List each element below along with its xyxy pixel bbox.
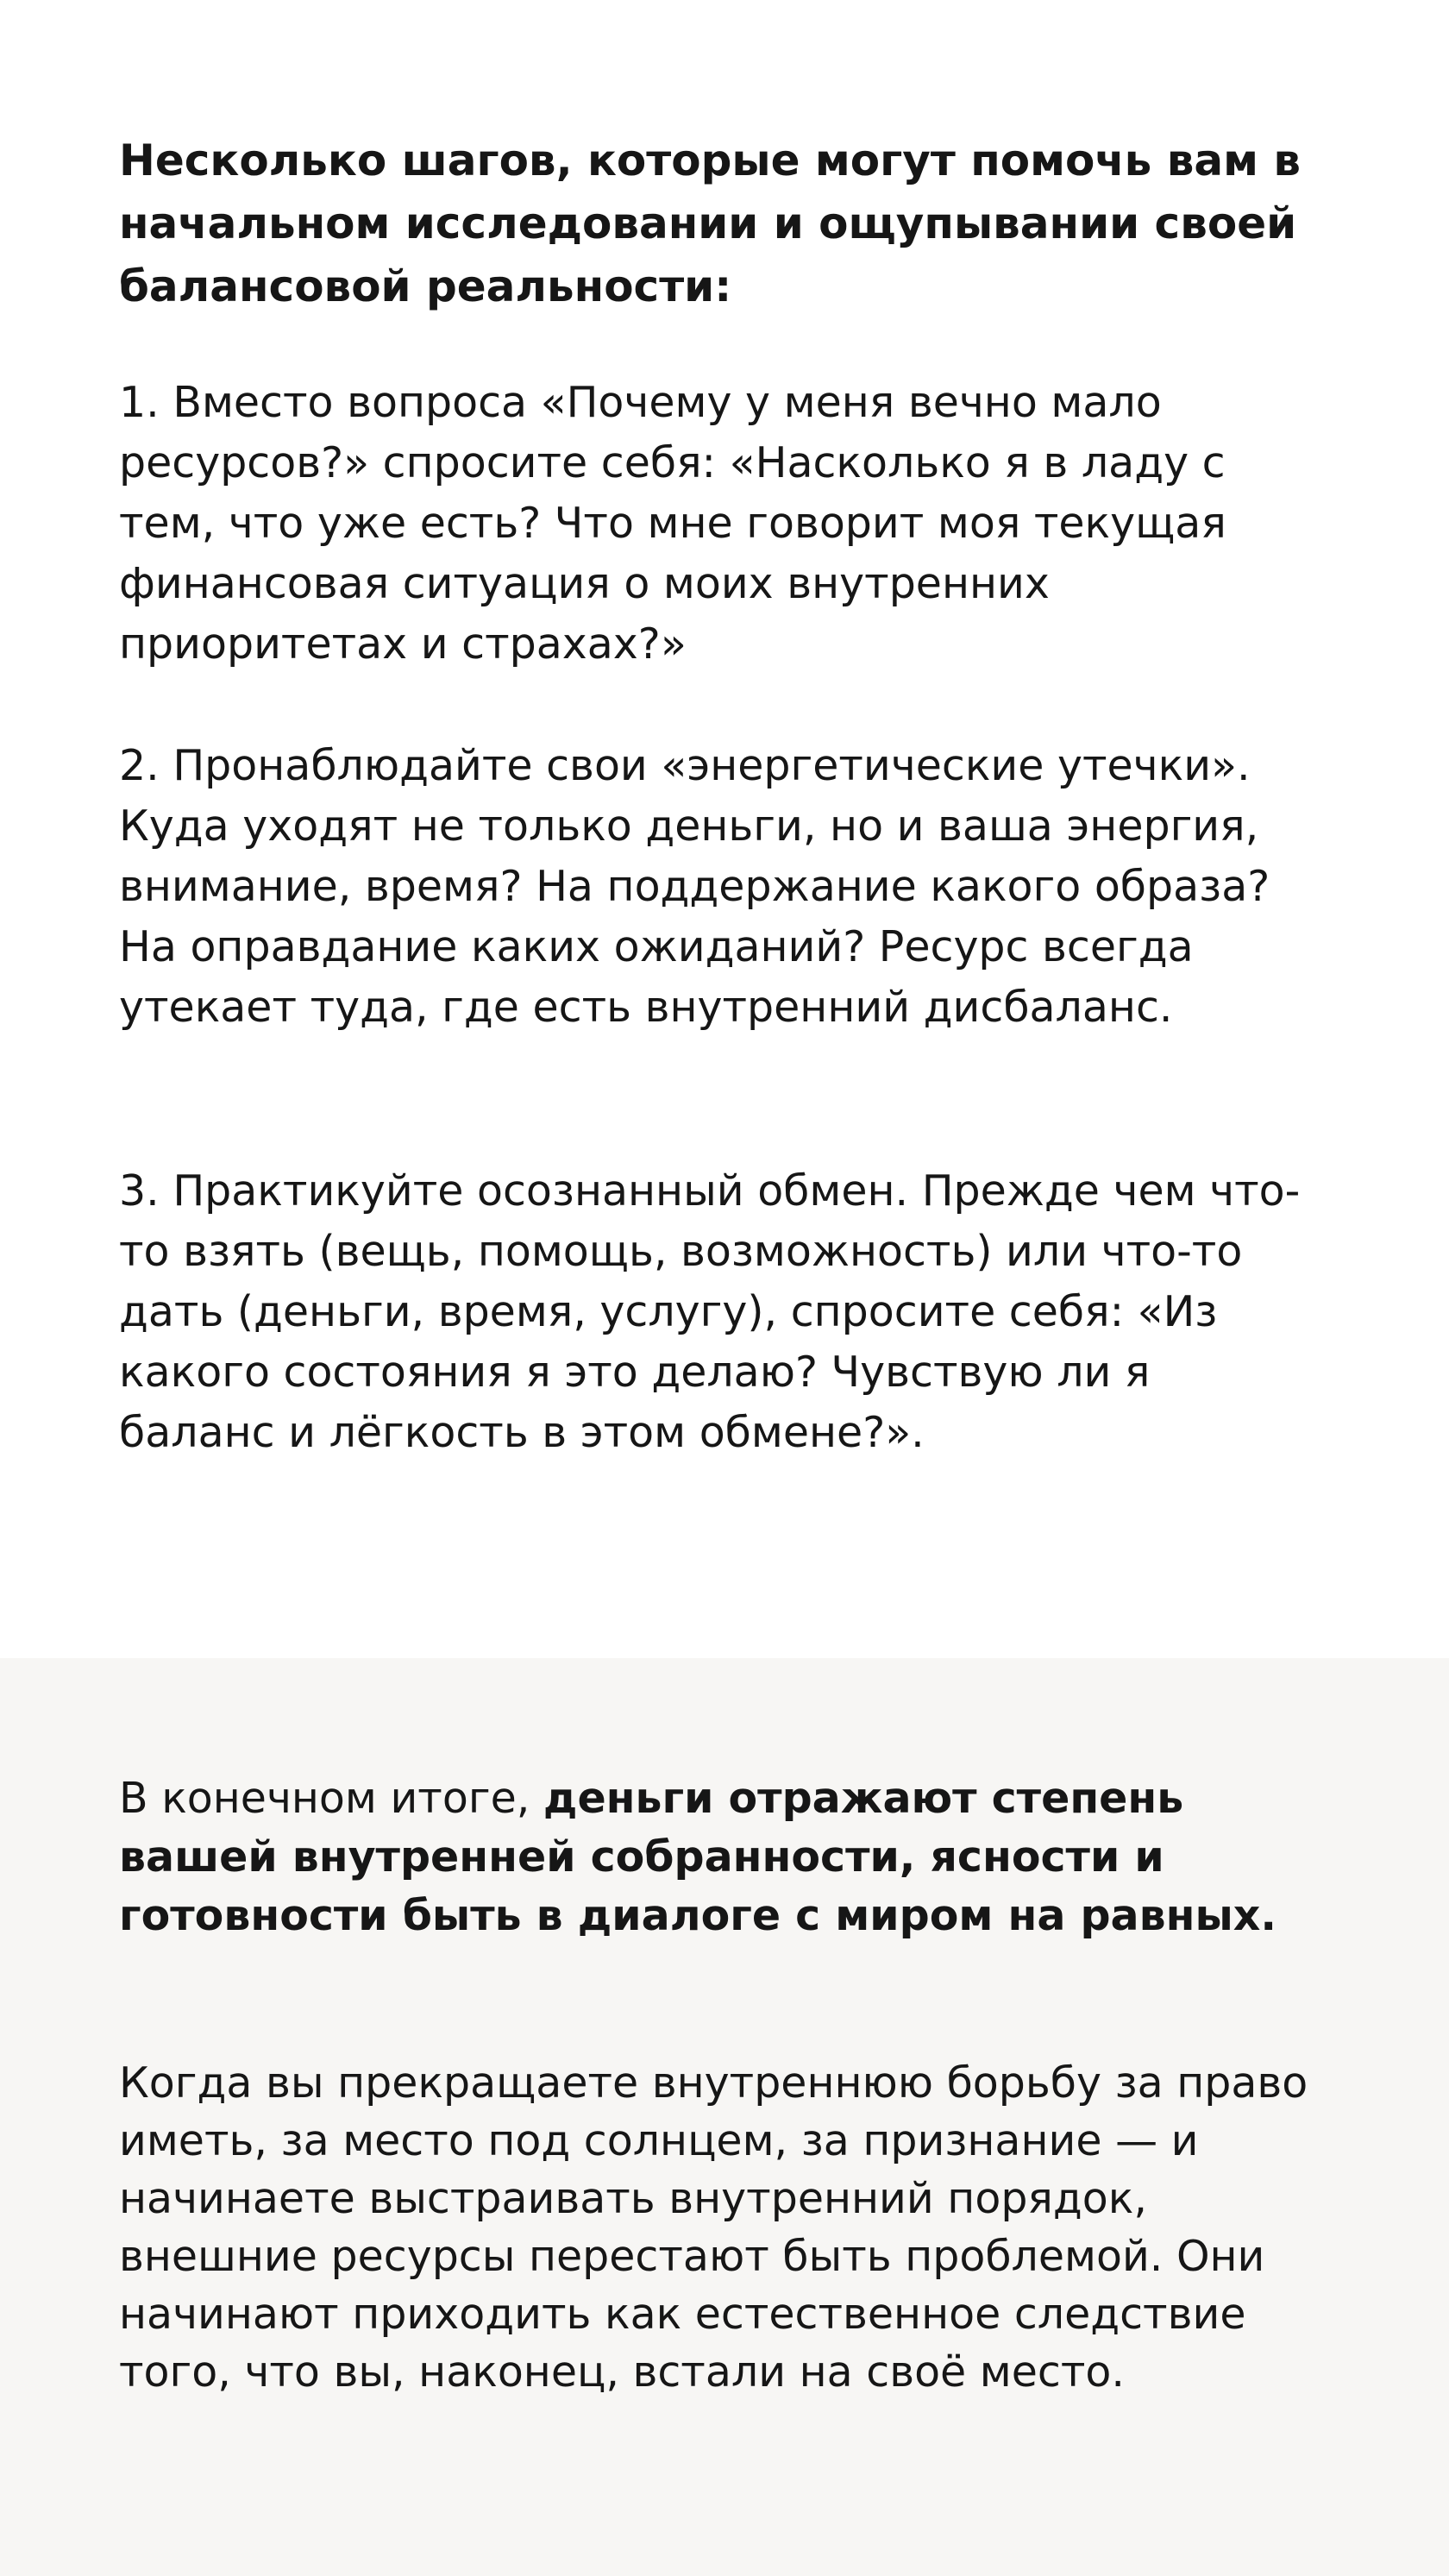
step-1-text: 1. Вместо вопроса «Почему у меня вечно мало ресурсов?» спросите себя: «Насколько я в ладу с тем, что уже есть? Что мне говорит моя текущая финансовая ситуация о моих внутренних приоритетах и страхах?» xyxy=(119,378,1226,669)
step-3-text: 3. Практикуйте осознанный обмен. Прежде чем что-то взять (вещь, помощь, возможность) или что-то дать (деньги, время, услугу), спросите себя: «Из какого состояния я это делаю? Чувствую ли я баланс и лёгкость в этом обмене?». xyxy=(119,1166,1301,1457)
step-2-text: 2. Пронаблюдайте свои «энергетические утечки». Куда уходят не только деньги, но и ваша энергия, внимание, время? На поддержание какого образа? На оправдание каких ожиданий? Ресурс всегда утекает туда, где есть внутренний дисбаланс. xyxy=(119,741,1270,1032)
steps-heading: Несколько шагов, которые могут помочь вам в начальном исследовании и ощупывании своей балансовой реальности: xyxy=(119,135,1301,311)
conclusion-lead-text: В конечном итоге, xyxy=(119,1774,543,1823)
conclusion-paragraph xyxy=(119,1769,1309,1945)
closing-paragraph: Когда вы прекращаете внутреннюю борьбу за право иметь, за место под солнцем, за признание — и начинаете выстраивать внутренний порядок, внешние ресурсы перестают быть проблемой. Они начинают приходить как естественное следствие того, что вы, наконец, встали на своё место. xyxy=(119,2058,1308,2397)
conclusion-bold-text: деньги отражают степень вашей внутренней собранности, ясности и готовности быть в диалоге с миром на равных. xyxy=(119,1774,1276,1940)
